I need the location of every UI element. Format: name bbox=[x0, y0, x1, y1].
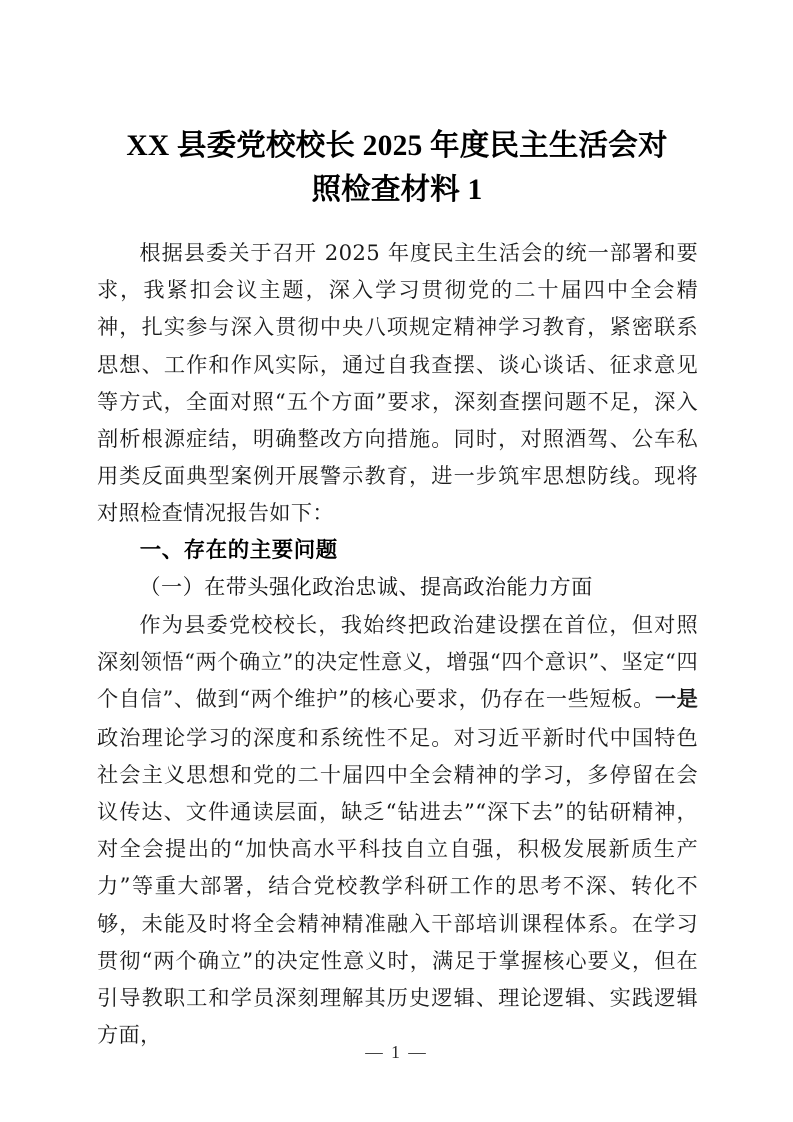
page-title-line-2: 照检查材料 1 bbox=[311, 173, 483, 206]
page-title-line-1: XX 县委党校校长 2025 年度民主生活会对 bbox=[126, 129, 668, 162]
page-footer bbox=[0, 1041, 793, 1063]
paragraph-political-loyalty bbox=[97, 606, 698, 1053]
paragraph-intro: 根据县委关于召开 2025 年度民主生活会的统一部署和要求，我紧扣会议主题，深入学习贯彻党的二十届四中全会精神，扎实参与深入贯彻中央八项规定精神学习教育，紧密联系思想、工作和作风实际，通过自我查摆、谈心谈话、征求意见等方式，全面对照“五个方面”要求，深刻查摆问题不足，深入剖析根源症结，明确整改方向措施。同时，对照酒驾、公车私用类反面典型案例开展警示教育，进一步筑牢思想防线。现将对照检查情况报告如下： bbox=[97, 240, 698, 526]
document-body bbox=[97, 234, 698, 1053]
paragraph-text-part-a: 作为县委党校校长，我始终把政治建设摆在首位，但对照深刻领悟“两个确立”的决定性意义，增强“四个意识”、坚定“四个自信”、做到“两个维护”的核心要求，仍存在一些短板。 bbox=[97, 612, 698, 712]
heading-section-one: 一、存在的主要问题 bbox=[139, 537, 338, 562]
heading-subsection-one-one: （一）在带头强化政治忠诚、提高政治能力方面 bbox=[139, 575, 593, 599]
emphasis-item-one: 一是 bbox=[654, 688, 698, 712]
page-title bbox=[97, 124, 697, 212]
page-number: — 1 — bbox=[365, 1042, 428, 1062]
paragraph-text-part-b: 政治理论学习的深度和系统性不足。对习近平新时代中国特色社会主义思想和党的二十届四中全会精神的学习，多停留在会议传达、文件通读层面，缺乏“钻进去”“深下去”的钻研精神，对全会提出的“加快高水平科技自立自强，积极发展新质生产力”等重大部署，结合党校教学科研工作的思考不深、转化不够，未能及时将全会精神精准融入干部培训课程体系。在学习贯彻“两个确立”的决定性意义时，满足于掌握核心要义，但在引导教职工和学员深刻理解其历史逻辑、理论逻辑、实践逻辑方面， bbox=[97, 724, 698, 1048]
